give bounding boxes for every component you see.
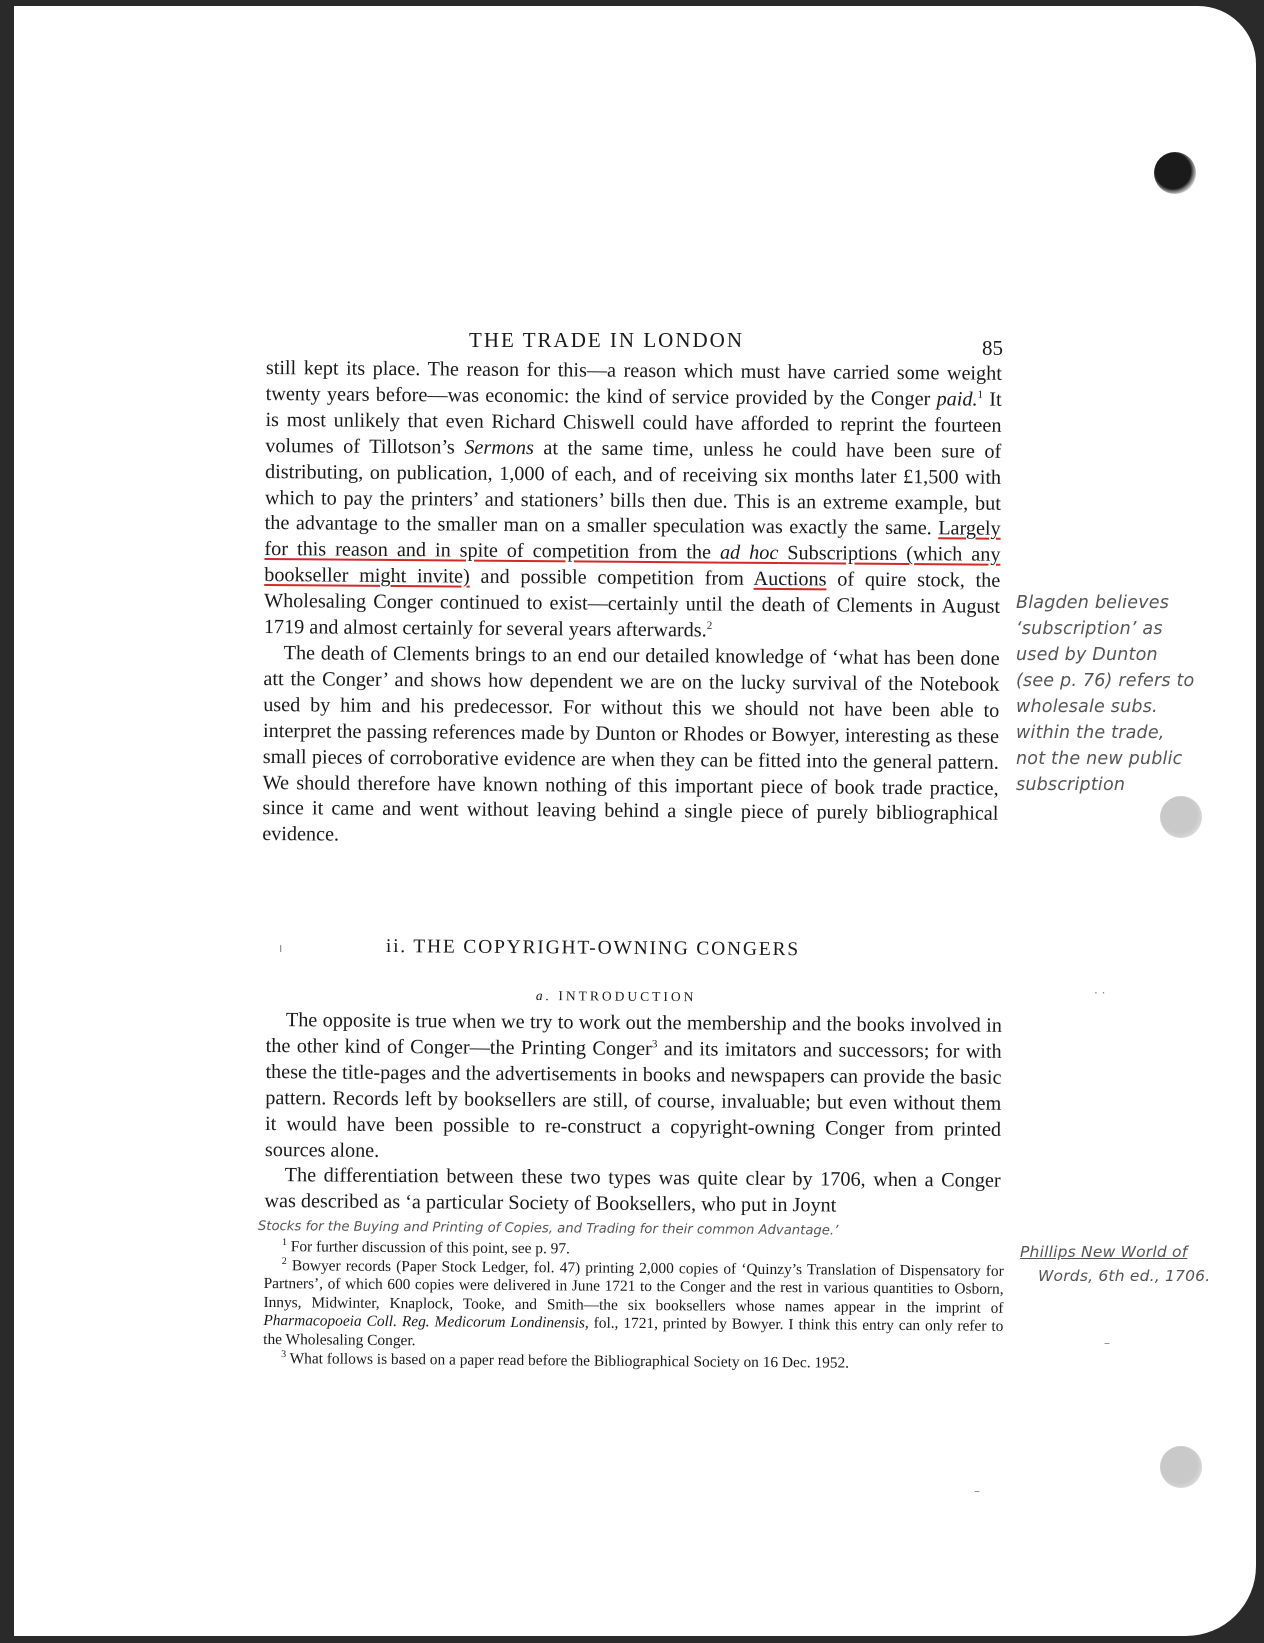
footnote-1: $^1$ For further discussion of this point, see p. 97. <box>281 1237 571 1258</box>
document-page <box>14 6 1256 1636</box>
handwritten-citation-note: Phillips New World of Words, 6th ed., 1706. <box>1020 1243 1211 1285</box>
underlined-passage: Largely for this reason and in spite of competition from the ad hoc Subscriptions (which any bookseller might invite) <box>264 517 1001 588</box>
section-heading: ii. THE COPYRIGHT-OWNING CONGERS <box>385 936 801 961</box>
footnote-3: $^3$ What follows is based on a paper read before the Bibliographical Society on 16 Dec. 1952. <box>281 1348 850 1372</box>
paragraph-3: The opposite is true when we try to work out the membership and the books involved in the other kind of Conger—the Printing Conger$^3$ and its imitators and successors; for with these the title-pages and the advertisements in books and newspapers can provide the basic pattern. Records left by booksellers are still, of course, invaluable; but even without them it would have been possible to re-construct a copyright-owning Conger from printed sources alone. <box>264 1009 1002 1162</box>
binder-hole-middle <box>1160 796 1202 838</box>
scan-speck: · · <box>1094 986 1106 1000</box>
scan-speck: – <box>974 1484 980 1498</box>
paragraph-2: The death of Clements brings to an end our detailed knowledge of ‘what has been done att the Conger’ and shows how dependent we are on the lucky survival of the Notebook used by him and his predecessor. For without this we should not have been able to interpret the passing references made by Dunton or Rhodes or Bowyer, interesting as these small pieces of corroborative evidence are when they can be fitted into the general pattern. We should therefore have known nothing of this important piece of book trade practice, since it came and went without leaving behind a single piece of purely bibliographical evidence. <box>262 642 1000 846</box>
underlined-auctions: Auctions <box>753 568 827 591</box>
handwritten-margin-note: Blagden believes ‘subscription’ as used by Dunton (see p. 76) refers to wholesale subs. within the trade, not the new public subscription <box>1016 593 1195 795</box>
paragraph-4: The differentiation between these two types was quite clear by 1706, when a Conger was described as ‘a particular Society of Booksellers, who put in Joynt <box>264 1164 1001 1217</box>
paragraph-1: still kept its place. The reason for this—a reason which must have carried some weight twenty years before—was economic: the kind of service provided by the Conger paid.$^1$ It is most unlikely that even Richard Chiswell could have afforded to reprint the fourteen volumes of Tillotson’s Sermons at the same time, unless he could have been sure of distributing, on publication, 1,000 of each, and of receiving six months later £1,500 with which to pay the printers’ and stationers’ bills then due. This is an extreme example, but the advantage to the smaller man on a smaller speculation was exactly the same. Largely for this reason and in spite of competition from the ad hoc Subscriptions (which any bookseller might invite) and possible competition from Auctions of quire stock, the Wholesaling Conger continued to exist—certainly until the death of Clements in August 1719 and almost certainly for several years afterwards.$^2$ <box>263 356 1002 642</box>
footnotes <box>263 1238 1004 1374</box>
body-paragraphs-bottom <box>264 1008 1002 1221</box>
running-head: THE TRADE IN LONDON <box>469 328 744 352</box>
body-paragraphs-top <box>262 356 1002 854</box>
footnote-2: $^2$ Bowyer records (Paper Stock Ledger, fol. 47) printing 2,000 copies of ‘Quinzy’s Translation of Dispensatory for Partners’, of which 600 copies were delivered in June 1721 to the Conger and the rest in various quantities to Osborn, Innys, Midwinter, Knaplock, Tooke, and Smith—the six booksellers whose names appear in the imprint of Pharmacopoeia Coll. Reg. Medicorum Londinensis, fol., 1721, printed by Bowyer. I think this entry can only refer to the Wholesaling Conger. <box>263 1255 1004 1350</box>
scan-speck: ı <box>279 941 283 955</box>
handwritten-interline: Stocks for the Buying and Printing of Copies, and Trading for their common Advantage.’ <box>257 1219 839 1239</box>
scan-speck: – <box>1104 1336 1110 1350</box>
sub-heading: a. INTRODUCTION <box>535 988 697 1005</box>
binder-hole-top <box>1154 152 1196 194</box>
binder-hole-bottom <box>1160 1446 1202 1488</box>
page-number: 85 <box>982 336 1003 360</box>
